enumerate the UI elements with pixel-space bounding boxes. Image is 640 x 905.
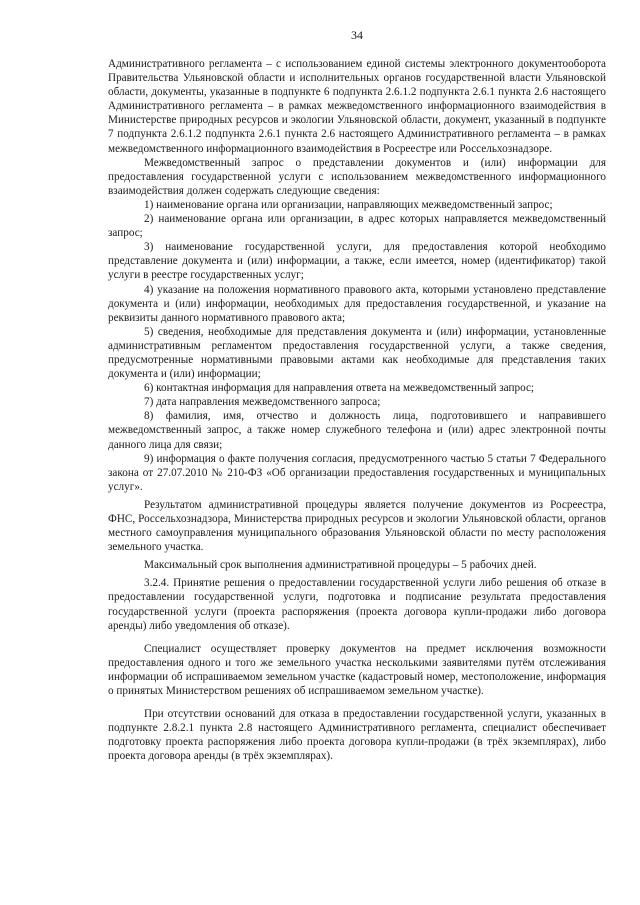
page-number: 34 — [351, 28, 363, 42]
list-item-8: 8) фамилия, имя, отчество и должность лица, подготовившего и направившего межведомственный запрос, а также номер служебного телефона и (или) адрес электронной почты данного лица для связи; — [108, 410, 606, 451]
paragraph-max-duration: Максимальный срок выполнения административной процедуры – 5 рабочих дней. — [144, 559, 537, 572]
list-item-9: 9) информация о факте получения согласия, предусмотренного частью 5 статьи 7 Федерального закона от 27.07.2010 № 210-ФЗ «Об организации предоставления государственных и муниципальных услуг». — [108, 452, 606, 493]
paragraph-continuation: Административного регламента – с использованием единой системы электронного документооборота Правительства Ульяновской области и исполнительных органов государственной власти Ульяновской области, документы, указанные в подпункте 6 подпункта 2.6.1.2 подпункта 2.6.1 пункта 2.6 настоящего Административного регламента – в рамках межведомственного информационного взаимодействия в Министерстве природных ресурсов и экологии Ульяновской области, документ, указанный в подпункте 7 подпункта 2.6.1.2 подпункта 2.6.1 пункта 2.6 настоящего Административного регламента – в рамках межведомственного информационного взаимодействия в Росреестре или Россельхознадзоре. — [108, 58, 606, 155]
paragraph-section-3-2-4: 3.2.4. Принятие решения о предоставлении государственной услуги либо решения об отказе в предоставлении государственной услуги, подготовка и подписание результата предоставления государственной услуги (проекта распоряжения (проекта договора купли-продажи либо договора аренды) либо уведомления об отказе). — [108, 577, 606, 632]
list-item-2: 2) наименование органа или организации, в адрес которых направляется межведомственный запрос; — [108, 213, 606, 240]
list-item-4: 4) указание на положения нормативного правового акта, которыми установлено представление документа и (или) информации, необходимых для предоставления государственной, и указание на реквизиты данного нормативного правового акта; — [108, 283, 606, 324]
paragraph-procedure-result: Результатом административной процедуры является получение документов из Росреестра, ФНС, Россельхознадзора, Министерства природных ресурсов и экологии Ульяновской области, органов местного самоуправления муниципального образования Ульяновской области по месту расположения земельного участка. — [108, 498, 606, 554]
list-item-1: 1) наименование органа или организации, направляющих межведомственный запрос; — [144, 198, 553, 211]
list-item-6: 6) контактная информация для направления ответа на межведомственный запрос; — [144, 382, 535, 395]
list-item-5: 5) сведения, необходимые для представления документа и (или) информации, установленные административным регламентом предоставления государственной услуги, а также сведения, предусмотренные нормативными правовыми актами как необходимые для представления таких документа и (или) информации; — [108, 325, 606, 381]
list-item-7: 7) дата направления межведомственного запроса; — [144, 396, 381, 409]
paragraph-interagency-request: Межведомственный запрос о представлении документов и (или) информации для предоставления государственной услуги с использованием межведомственного информационного взаимодействия должен содержать следующие сведения: — [108, 156, 606, 197]
paragraph-no-refusal-grounds: При отсутствии оснований для отказа в предоставлении государственной услуги, указанных в подпункте 2.8.2.1 пункта 2.8 настоящего Административного регламента, специалист обеспечивает подготовку проекта распоряжения либо проекта договора купли-продажи (в трёх экземплярах), либо проекта договора аренды (в трёх экземплярах). — [108, 708, 606, 763]
paragraph-specialist-check: Специалист осуществляет проверку документов на предмет исключения возможности предоставления одного и того же земельного участка несколькими заявителями путём отслеживания информации об испрашиваемом земельном участке (кадастровый номер, местоположение, информация о принятых Министерством решениях об испрашиваемом земельном участке). — [108, 642, 606, 698]
list-item-3: 3) наименование государственной услуги, для предоставления которой необходимо представление документа и (или) информации, а также, если имеется, номер (идентификатор) такой услуги в реестре государственных услуг; — [108, 241, 606, 282]
